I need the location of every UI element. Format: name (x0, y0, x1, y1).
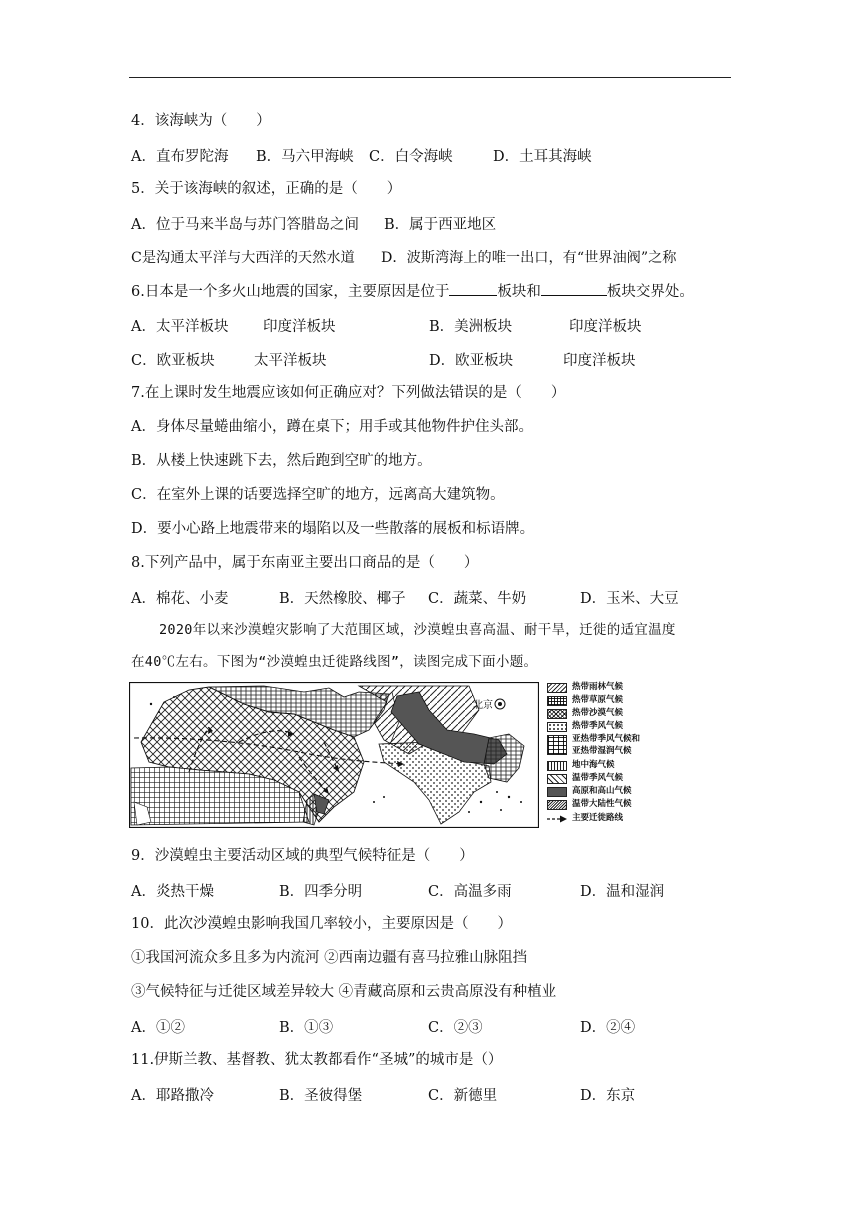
q5-option-c: C是沟通太平洋与大西洋的天然水道 (131, 250, 355, 266)
q6-stem-part3: 板块交界处。 (606, 284, 694, 300)
map-legend (547, 682, 667, 832)
q11-option-d: D．东京 (580, 1088, 636, 1104)
q10-statements-1: ①我国河流众多且多为内流河 ②西南边疆有喜马拉雅山脉阻挡 (131, 950, 528, 966)
legend-item: 高原和高山气候 (547, 786, 667, 799)
q8-option-b: B．天然橡胶、椰子 (279, 591, 406, 607)
q8-stem: 8.下列产品中，属于东南亚主要出口商品的是（ ） (131, 555, 479, 571)
swatch-tropical-desert-icon (547, 709, 567, 719)
q6-blank-2 (541, 281, 607, 296)
legend-item: 热带沙漠气候 (547, 708, 667, 721)
q11-stem: 11.伊斯兰教、基督教、犹太教都看作“圣城”的城市是（） (131, 1052, 503, 1068)
q8-option-d: D．玉米、大豆 (580, 591, 679, 607)
q6-stem-part2: 板块和 (497, 284, 541, 300)
q7-option-d: D．要小心路上地震带来的塌陷以及一些散落的展板和标语牌。 (131, 521, 535, 537)
passage-line-2: 在40℃左右。下图为“沙漠蝗虫迁徙路线图”，读图完成下面小题。 (131, 654, 538, 670)
q5-option-a: A．位于马来半岛与苏门答腊岛之间 (131, 217, 359, 233)
q8-option-c: C．蔬菜、牛奶 (428, 591, 527, 607)
q10-option-d: D．②④ (580, 1020, 636, 1036)
q7-option-b: B．从楼上快速跳下去，然后跑到空旷的地方。 (131, 453, 432, 469)
q10-stem: 10．此次沙漠蝗虫影响我国几率较小，主要原因是（ ） (131, 916, 512, 932)
q10-option-b: B．①③ (279, 1020, 334, 1036)
q6-stem (131, 281, 694, 302)
swatch-mediterranean-icon (547, 761, 567, 771)
passage (131, 614, 733, 678)
q9-option-a: A．炎热干燥 (131, 884, 214, 900)
q8-option-a: A．棉花、小麦 (131, 591, 229, 607)
q10-option-c: C．②③ (428, 1020, 483, 1036)
legend-item: 热带季风气候 (547, 721, 667, 734)
q11-option-a: A．耶路撒冷 (131, 1088, 214, 1104)
q7-option-c: C．在室外上课的话要选择空旷的地方，远离高大建筑物。 (131, 487, 505, 503)
legend-item: 温带大陆性气候 (547, 799, 667, 812)
swatch-highland-icon (547, 787, 567, 797)
swatch-tropical-monsoon-icon (547, 722, 567, 732)
q4-stem: 4．该海峡为（ ） (131, 113, 271, 129)
q6-option-c-second: 太平洋板块 (254, 353, 327, 369)
map-label-beijing: 北京 (473, 700, 493, 711)
q6-option-c: C．欧亚板块 (131, 353, 215, 369)
q6-option-a-second: 印度洋板块 (263, 319, 336, 335)
swatch-tropical-rainforest-icon (547, 683, 567, 693)
q4-option-d: D．土耳其海峡 (493, 149, 592, 165)
q10-option-a: A．①② (131, 1020, 185, 1036)
q6-option-b: B．美洲板块 (429, 319, 513, 335)
legend-item: 热带草原气候 (547, 695, 667, 708)
q11-option-c: C．新德里 (428, 1088, 498, 1104)
q5-option-b: B．属于西亚地区 (384, 217, 497, 233)
swatch-temperate-monsoon-icon (547, 774, 567, 784)
header-rule (129, 77, 731, 78)
q4-option-a: A．直布罗陀海 (131, 149, 229, 165)
q6-option-d: D．欧亚板块 (429, 353, 514, 369)
q6-stem-part1: 6.日本是一个多火山地震的国家，主要原因是位于 (131, 284, 450, 300)
legend-item: 热带雨林气候 (547, 682, 667, 695)
swatch-temperate-continental-icon (547, 800, 567, 810)
legend-item: 地中海气候 (547, 760, 667, 773)
passage-line-1: 2020年以来沙漠蝗灾影响了大范围区域，沙漠蝗虫喜高温、耐干旱，迁徙的适宜温度 (159, 622, 676, 638)
q9-option-b: B．四季分明 (279, 884, 363, 900)
q10-statements-2: ③气候特征与迁徙区域差异较大 ④青藏高原和云贵高原没有种植业 (131, 984, 557, 1000)
q5-option-d: D．波斯湾海上的唯一出口，有“世界油阀”之称 (381, 250, 677, 266)
q7-stem: 7.在上课时发生地震应该如何正确应对？下列做法错误的是（ ） (131, 385, 566, 401)
swatch-tropical-savanna-icon (547, 696, 567, 706)
migration-route-arrow-icon (547, 814, 567, 824)
q6-option-a: A．太平洋板块 (131, 319, 229, 335)
q6-option-d-second: 印度洋板块 (563, 353, 636, 369)
legend-item: 主要迁徙路线 (547, 813, 667, 826)
q5-stem: 5．关于该海峡的叙述，正确的是（ ） (131, 181, 402, 197)
legend-item: 亚热带湿润气候 (572, 746, 632, 756)
q6-blank-1 (449, 281, 497, 296)
q9-option-c: C．高温多雨 (428, 884, 512, 900)
legend-item: 温带季风气候 (547, 773, 667, 786)
q4-option-c: C．白令海峡 (369, 149, 453, 165)
q4-option-b: B．马六甲海峡 (256, 149, 354, 165)
q9-stem: 9．沙漠蝗虫主要活动区域的典型气候特征是（ ） (131, 848, 474, 864)
q9-option-d: D．温和湿润 (580, 884, 665, 900)
q7-option-a: A．身体尽量蜷曲缩小，蹲在桌下；用手或其他物件护住头部。 (131, 419, 533, 435)
q11-option-b: B．圣彼得堡 (279, 1088, 363, 1104)
locust-migration-map (129, 682, 539, 828)
q6-option-b-second: 印度洋板块 (569, 319, 642, 335)
legend-item: 亚热带季风气候和 (547, 734, 667, 747)
